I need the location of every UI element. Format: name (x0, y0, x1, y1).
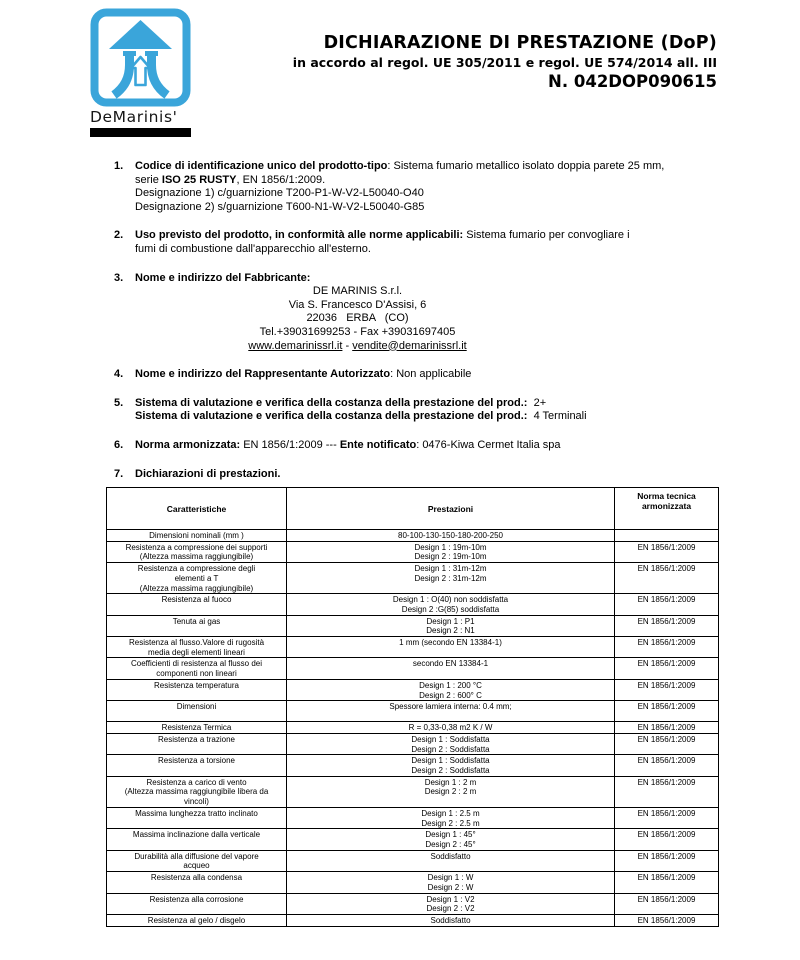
cell-caratteristiche (107, 914, 287, 926)
text-segment: Via S. Francesco D'Assisi, 6 (288, 298, 427, 311)
cell-caratteristiche (107, 701, 287, 722)
logo-brand-text: DeMarinis' (90, 108, 178, 126)
cell-caratteristiche (107, 541, 287, 562)
cell-norma: EN 1856/1:2009 (615, 850, 719, 871)
cell-caratteristiche (107, 530, 287, 542)
text-segment: Sistema fumario per convogliare i (463, 229, 630, 242)
performance-line: Soddisfatto (430, 851, 471, 861)
text-segment: , EN 1856/1:2009. (236, 173, 326, 186)
table-row (107, 563, 719, 594)
characteristic-line: elementi a T (174, 573, 219, 583)
cell-prestazioni (287, 701, 615, 722)
characteristic-line: Resistenza Termica (161, 723, 232, 733)
cell-prestazioni (287, 541, 615, 562)
table-row (107, 530, 719, 542)
performance-line: Design 1 : P1 (426, 616, 475, 626)
item-text (135, 229, 719, 256)
performance-line: Design 2 : Soddisfatta (411, 766, 490, 776)
performance-line: Design 2 : 19m-10m (414, 552, 487, 562)
text-segment: ISO 25 RUSTY (161, 173, 237, 186)
cell-prestazioni (287, 755, 615, 776)
numbered-list (105, 160, 719, 496)
list-item (105, 468, 719, 482)
characteristic-line: (Altezza massima raggiungibile) (139, 583, 254, 593)
characteristic-line: Resistenza temperatura (154, 680, 239, 690)
text-line (135, 243, 719, 257)
table-row (107, 541, 719, 562)
text-segment: 2+ (527, 396, 547, 409)
table-row (107, 914, 719, 926)
text-segment: serie (135, 173, 162, 186)
cell-caratteristiche (107, 594, 287, 615)
text-segment: - (342, 339, 353, 352)
performance-line: Design 2 : 31m-12m (414, 573, 487, 583)
cell-norma: EN 1856/1:2009 (615, 776, 719, 807)
cell-caratteristiche (107, 722, 287, 734)
performance-line: Design 2 : Soddisfatta (411, 744, 490, 754)
cell-caratteristiche (107, 563, 287, 594)
address-line (135, 285, 580, 299)
cell-norma: EN 1856/1:2009 (615, 807, 719, 828)
text-segment: 4 Terminali (527, 410, 587, 423)
text-line (135, 174, 719, 188)
performance-line: Design 2 : 2 m (424, 787, 477, 797)
text-segment: : 0476-Kiwa Cermet Italia spa (416, 438, 561, 451)
item-text (135, 468, 719, 482)
document-number: N. 042DOP090615 (548, 72, 717, 91)
cell-prestazioni (287, 722, 615, 734)
list-item (105, 229, 719, 256)
document-header (293, 33, 717, 92)
cell-norma: EN 1856/1:2009 (615, 733, 719, 754)
characteristic-line: Resistenza alla corrosione (149, 894, 244, 904)
column-header-prestazioni: Prestazioni (287, 488, 615, 530)
address-line (135, 326, 580, 340)
text-line (135, 187, 719, 201)
cell-prestazioni (287, 850, 615, 871)
text-line (135, 410, 719, 424)
table-row (107, 701, 719, 722)
characteristic-line: Resistenza alla condensa (150, 873, 243, 883)
cell-norma: EN 1856/1:2009 (615, 755, 719, 776)
table-row (107, 722, 719, 734)
cell-prestazioni (287, 615, 615, 636)
table-row (107, 755, 719, 776)
characteristic-line: componenti non lineari (156, 669, 237, 679)
cell-norma: EN 1856/1:2009 (615, 563, 719, 594)
cell-caratteristiche (107, 776, 287, 807)
cell-caratteristiche (107, 733, 287, 754)
item-text (135, 160, 719, 214)
performance-line: Design 2 : V2 (426, 904, 475, 914)
characteristic-line: Resistenza al gelo / disgelo (147, 915, 246, 925)
cell-prestazioni (287, 563, 615, 594)
performance-line: Design 1 : O(40) non soddisfatta (392, 595, 509, 605)
text-segment: Sistema di valutazione e verifica della costanza della prestazione del prod.: (135, 396, 528, 409)
performance-line: Design 1 : V2 (426, 894, 475, 904)
cell-caratteristiche (107, 615, 287, 636)
item-number: 5. (114, 396, 124, 409)
table-header-row (107, 488, 719, 530)
cell-norma: EN 1856/1:2009 (615, 594, 719, 615)
text-line (135, 468, 719, 482)
characteristic-line: Dimensioni (176, 702, 217, 712)
text-line (135, 201, 719, 215)
cell-prestazioni (287, 914, 615, 926)
performance-line: Design 1 : 2.5 m (421, 808, 480, 818)
list-item (105, 272, 719, 354)
table-row (107, 637, 719, 658)
text-line (135, 397, 719, 411)
text-segment: Uso previsto del prodotto, in conformità alle norme applicabili: (135, 229, 464, 242)
characteristic-line: (Altezza massima raggiungibile) (139, 552, 254, 562)
text-segment: Norma armonizzata: (135, 438, 241, 451)
list-item (105, 439, 719, 453)
list-item (105, 160, 719, 214)
cell-prestazioni (287, 776, 615, 807)
text-segment: Codice di identificazione unico del prodotto-tipo (135, 160, 388, 172)
table-row (107, 733, 719, 754)
characteristic-line: (Altezza massima raggiungibile libera da (124, 787, 269, 797)
text-segment: : Sistema fumario metallico isolato doppia parete 25 mm, (387, 160, 665, 172)
address-line (135, 299, 580, 313)
text-segment: Nome e indirizzo del Fabbricante: (135, 271, 311, 284)
cell-norma: EN 1856/1:2009 (615, 722, 719, 734)
performance-line: R = 0,33-0,38 m2 K / W (408, 723, 493, 733)
performance-line: Design 2 : W (427, 882, 474, 892)
cell-prestazioni (287, 594, 615, 615)
table-row (107, 893, 719, 914)
performance-line: Design 1 : Soddisfatta (411, 734, 490, 744)
text-segment: Sistema di valutazione e verifica della costanza della prestazione del prod.: (135, 410, 528, 423)
cell-prestazioni (287, 637, 615, 658)
cell-caratteristiche (107, 872, 287, 893)
text-line (135, 368, 719, 382)
email-link[interactable]: vendite@demarinissrl.it (352, 339, 467, 352)
cell-norma (615, 530, 719, 542)
cell-prestazioni (287, 530, 615, 542)
item-number: 6. (114, 438, 124, 451)
chimney-arrow-icon (90, 8, 191, 107)
cell-prestazioni (287, 733, 615, 754)
text-segment: DE MARINIS S.r.l. (312, 285, 403, 298)
characteristic-line: Dimensioni nominali (mm ) (149, 531, 244, 540)
item-text (135, 272, 719, 354)
document-subtitle: in accordo al regol. UE 305/2011 e regol. UE 574/2014 all. III (292, 55, 717, 70)
cell-prestazioni (287, 872, 615, 893)
text-segment: Dichiarazioni di prestazioni. (135, 467, 281, 480)
text-segment: Nome e indirizzo del Rappresentante Autorizzato (135, 368, 391, 381)
website-link[interactable]: www.demarinissrl.it (248, 339, 343, 352)
table-row (107, 850, 719, 871)
cell-norma: EN 1856/1:2009 (615, 914, 719, 926)
cell-caratteristiche (107, 637, 287, 658)
document-title: DICHIARAZIONE DI PRESTAZIONE (DoP) (323, 33, 717, 53)
table-row (107, 829, 719, 850)
characteristic-line: Resistenza a compressione degli (137, 564, 256, 574)
table-row (107, 679, 719, 700)
performance-line: Design 2 : 45° (425, 839, 476, 849)
cell-norma: EN 1856/1:2009 (615, 541, 719, 562)
cell-norma: EN 1856/1:2009 (615, 615, 719, 636)
address-line (135, 312, 580, 326)
cell-caratteristiche (107, 807, 287, 828)
characteristic-line: Resistenza a torsione (158, 756, 235, 766)
cell-caratteristiche (107, 850, 287, 871)
cell-prestazioni (287, 807, 615, 828)
performance-line: secondo EN 13384-1 (412, 659, 489, 669)
table-row (107, 615, 719, 636)
text-line (135, 160, 719, 174)
cell-norma: EN 1856/1:2009 (615, 872, 719, 893)
characteristic-line: acqueo (183, 861, 210, 871)
characteristic-line: Resistenza a trazione (158, 734, 235, 744)
performance-line: Design 1 : W (427, 873, 474, 883)
column-header-caratteristiche: Caratteristiche (107, 488, 287, 530)
characteristic-line: media degli elementi lineari (148, 647, 245, 657)
cell-norma: EN 1856/1:2009 (615, 637, 719, 658)
item-text (135, 397, 719, 424)
performance-line: Design 1 : 31m-12m (414, 564, 487, 574)
performance-line: Design 1 : 45° (425, 830, 476, 840)
item-number: 7. (114, 467, 124, 480)
performance-line: Design 2 : 600° C (419, 690, 482, 700)
characteristic-line: Massima lunghezza tratto inclinato (135, 808, 258, 818)
text-segment: Designazione 2) s/guarnizione T600-N1-W-V2-L50040-G85 (135, 200, 425, 213)
table-row (107, 594, 719, 615)
cell-prestazioni (287, 829, 615, 850)
cell-norma: EN 1856/1:2009 (615, 679, 719, 700)
cell-norma: EN 1856/1:2009 (615, 701, 719, 722)
cell-caratteristiche (107, 755, 287, 776)
characteristic-line: Coefficienti di resistenza al flusso dei (130, 659, 263, 669)
characteristic-line: Durabilità alla diffusione del vapore (134, 851, 259, 861)
item-text (135, 368, 719, 382)
manufacturer-address-block (135, 285, 580, 353)
table-row (107, 807, 719, 828)
text-segment: 22036 ERBA (CO) (306, 312, 409, 325)
table-row (107, 658, 719, 679)
cell-prestazioni (287, 679, 615, 700)
cell-prestazioni (287, 893, 615, 914)
characteristic-line: vincoli) (184, 797, 209, 807)
cell-caratteristiche (107, 829, 287, 850)
text-line (135, 229, 719, 243)
cell-norma: EN 1856/1:2009 (615, 893, 719, 914)
characteristic-line: Resistenza a carico di vento (146, 777, 247, 787)
performance-line: 1 mm (secondo EN 13384-1) (399, 638, 502, 648)
cell-caratteristiche (107, 658, 287, 679)
performance-line: Design 1 : 19m-10m (414, 542, 487, 552)
performance-line: Design 1 : Soddisfatta (411, 756, 490, 766)
cell-prestazioni (287, 658, 615, 679)
performance-line: Design 1 : 200 °C (419, 680, 482, 690)
cell-caratteristiche (107, 679, 287, 700)
performance-line: Spessore lamiera interna: 0.4 mm; (389, 702, 512, 712)
item-text (135, 439, 719, 453)
performance-line: Design 2 :G(85) soddisfatta (401, 604, 500, 614)
table-row (107, 872, 719, 893)
performance-line: Design 2 : N1 (426, 626, 475, 636)
item-number: 3. (114, 271, 124, 284)
text-line (135, 272, 719, 286)
characteristic-line: Resistenza a compressione dei supporti (125, 542, 268, 552)
table-row (107, 776, 719, 807)
address-line (135, 340, 580, 354)
text-segment: Tel.+39031699253 - Fax +39031697405 (259, 325, 456, 338)
performance-line: 80-100-130-150-180-200-250 (398, 531, 503, 540)
text-segment: fumi di combustione dall'apparecchio all'esterno. (135, 242, 371, 255)
characteristic-line: Resistenza al fuoco (161, 595, 232, 605)
column-header-norma: Norma tecnica armonizzata (615, 488, 719, 530)
cell-caratteristiche (107, 893, 287, 914)
demarinis-logo (90, 8, 191, 137)
item-number: 1. (114, 160, 124, 172)
performance-line: Design 1 : 2 m (424, 777, 477, 787)
text-segment: Ente notificato (339, 438, 417, 451)
text-segment: : Non applicabile (390, 368, 472, 381)
characteristic-line: Resistenza al flusso.Valore di rugosità (128, 638, 265, 648)
item-number: 2. (114, 229, 124, 242)
item-number: 4. (114, 368, 124, 381)
text-line (135, 439, 719, 453)
cell-norma: EN 1856/1:2009 (615, 658, 719, 679)
text-segment: Designazione 1) c/guarnizione T200-P1-W-V2-L50040-O40 (135, 187, 424, 200)
characteristic-line: Massima inclinazione dalla verticale (132, 830, 261, 840)
characteristic-line: Tenuta ai gas (172, 616, 221, 626)
list-item (105, 368, 719, 382)
list-item (105, 397, 719, 424)
performance-line: Soddisfatto (430, 915, 471, 925)
performance-table (106, 487, 719, 927)
text-segment: EN 1856/1:2009 --- (240, 438, 340, 451)
logo-underline-bar (90, 128, 191, 137)
cell-norma: EN 1856/1:2009 (615, 829, 719, 850)
performance-line: Design 2 : 2.5 m (421, 818, 480, 828)
